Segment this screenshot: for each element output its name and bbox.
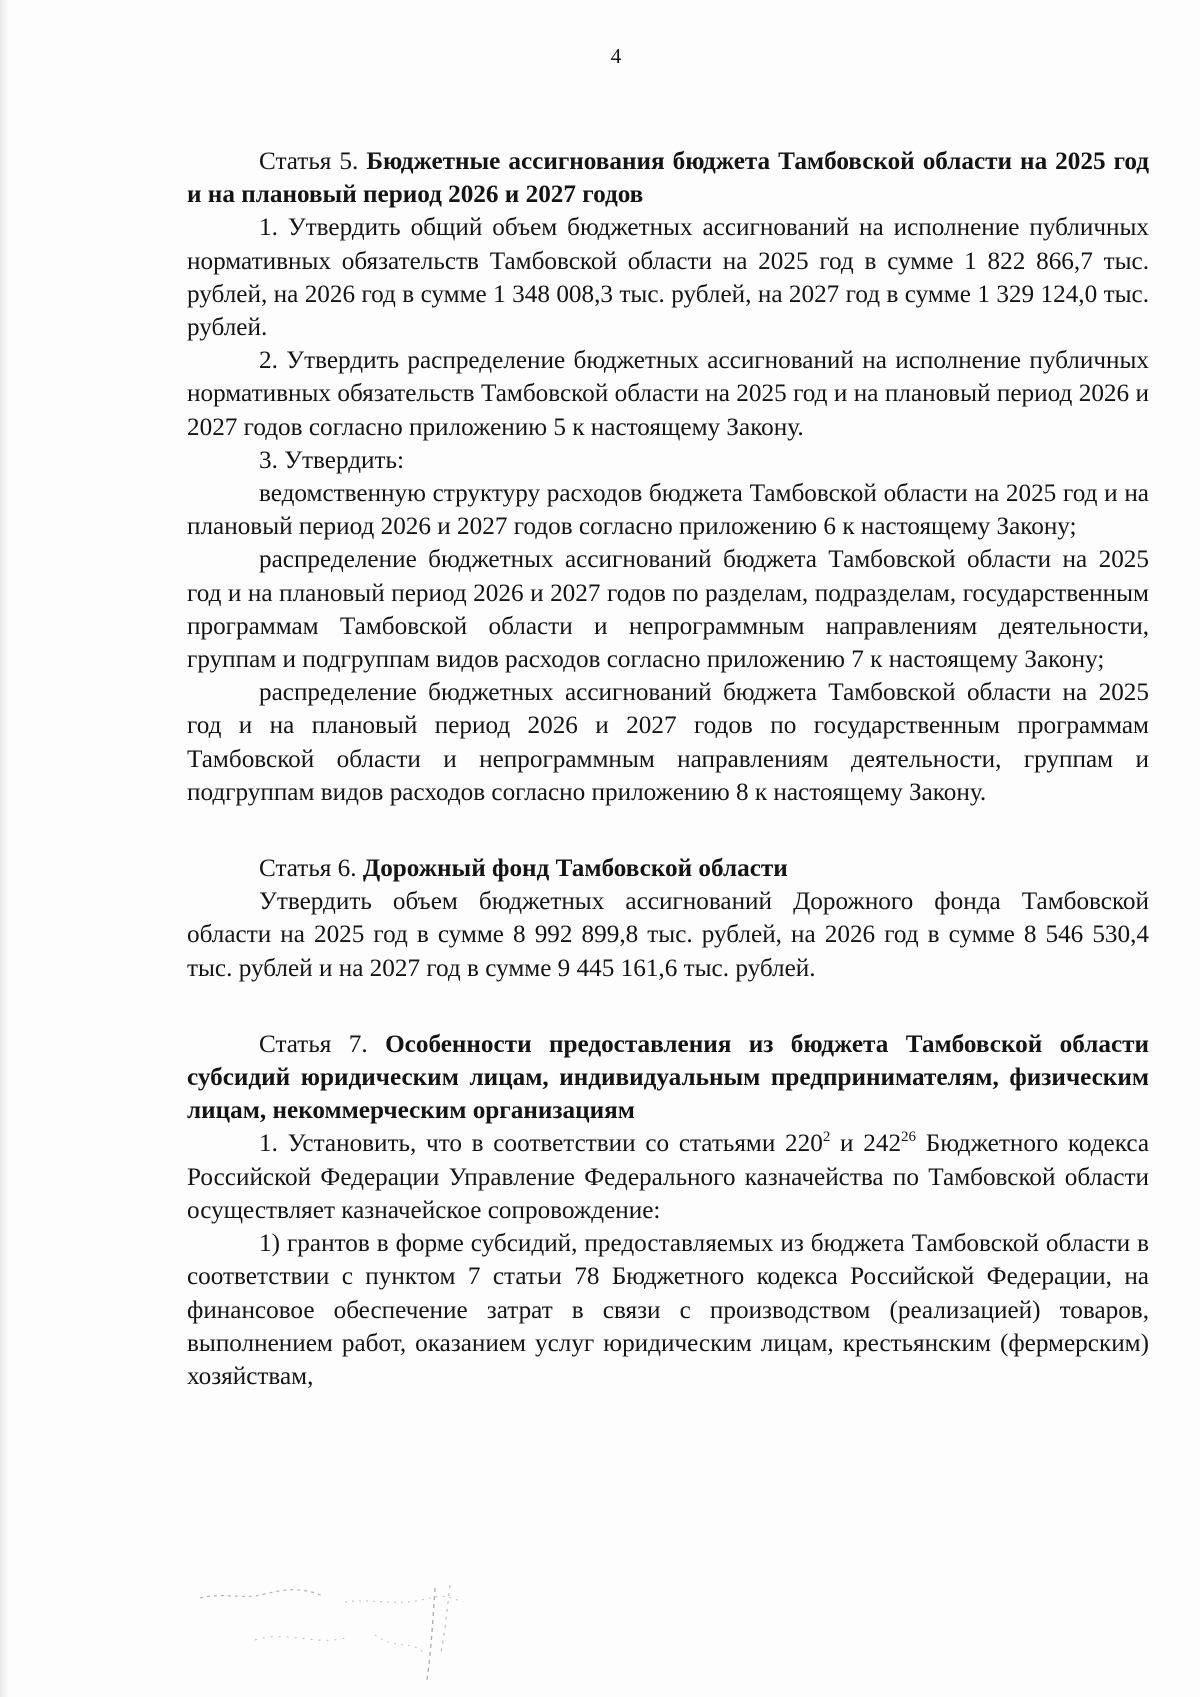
document-body <box>187 145 1149 1393</box>
article-7-title: Особенности предоставления из бюджета Тамбовской области субсидий юридическим лицам, индивидуальным предпринимателям, физическим лицам, некоммерческим организациям <box>187 1030 1150 1125</box>
article-7-p1-superscript-2: 26 <box>901 1129 917 1146</box>
article-6-paragraph-1: Утвердить объем бюджетных ассигнований Дорожного фонда Тамбовской области на 2025 год в сумме 8 992 899,8 тыс. рублей, на 2026 год в сумме 8 546 530,4 тыс. рублей и на 2027 год в сумме 9 445 161,6 тыс. рублей. <box>187 888 1149 982</box>
section-gap <box>187 985 1149 1028</box>
article-5-heading <box>187 145 1149 211</box>
article-7-p1-text-1: 1. Установить, что в соответствии со статьями 220 <box>259 1130 823 1158</box>
article-5-label: Статья 5. <box>259 148 359 175</box>
article-7-label: Статья 7. <box>259 1030 368 1058</box>
article-7-heading <box>187 1028 1149 1128</box>
handwritten-signature <box>195 1580 535 1690</box>
article-5-title: Бюджетные ассигнования бюджета Тамбовской области на 2025 год и на плановый период 2026 и 2027 годов <box>187 148 1149 209</box>
article-5-paragraph-3a: ведомственную структуру расходов бюджета Тамбовской области на 2025 год и на плановый период 2026 и 2027 годов согласно приложению 6 к настоящему Закону; <box>187 480 1149 541</box>
article-5-paragraph-3b: распределение бюджетных ассигнований бюджета Тамбовской области на 2025 год и на плановый период 2026 и 2027 годов по разделам, подразделам, государственным программам Тамбовской области и непрограммным направлениям деятельности, группам и подгруппам видов расходов согласно приложению 7 к настоящему Закону; <box>187 546 1149 674</box>
article-5-paragraph-3: 3. Утвердить: <box>259 446 405 474</box>
article-7-p1-text-2: и 242 <box>830 1130 902 1158</box>
article-5-paragraph-1: 1. Утвердить общий объем бюджетных ассигнований на исполнение публичных нормативных обязательств Тамбовской области на 2025 год в сумме 1 822 866,7 тыс. рублей, на 2026 год в сумме 1 348 008,3 тыс. рублей, на 2027 год в сумме 1 329 124,0 тыс. рублей. <box>187 214 1149 342</box>
article-7-p1-superscript-1: 2 <box>822 1129 831 1146</box>
article-6-label: Статья 6. <box>259 855 357 883</box>
scan-edge <box>0 0 9 1697</box>
article-7-p1-text-3: Бюджетного кодекса Российской Федерации Управление Федерального казначейства по Тамбовской области осуществляет казначейское сопровождение: <box>187 1130 1150 1224</box>
article-6-heading <box>187 852 1149 885</box>
article-7-paragraph-1 <box>187 1127 1149 1227</box>
section-gap <box>187 809 1149 852</box>
article-5-paragraph-2: 2. Утвердить распределение бюджетных ассигнований на исполнение публичных нормативных обязательств Тамбовской области на 2025 год и на плановый период 2026 и 2027 годов согласно приложению 5 к настоящему Закону. <box>187 347 1149 441</box>
page-number: 4 <box>610 44 622 68</box>
article-7-paragraph-2: 1) грантов в форме субсидий, предоставляемых из бюджета Тамбовской области в соответствии с пунктом 7 статьи 78 Бюджетного кодекса Российской Федерации, на финансовое обеспечение затрат в связи с производством (реализацией) товаров, выполнением работ, оказанием услуг юридическим лицам, крестьянским (фермерским) хозяйствам, <box>187 1230 1149 1390</box>
article-5-paragraph-3c: распределение бюджетных ассигнований бюджета Тамбовской области на 2025 год и на плановый период 2026 и 2027 годов по государственным программам Тамбовской области и непрограммным направлениям деятельности, группам и подгруппам видов расходов согласно приложению 8 к настоящему Закону. <box>187 679 1149 806</box>
article-6-title: Дорожный фонд Тамбовской области <box>362 855 788 883</box>
